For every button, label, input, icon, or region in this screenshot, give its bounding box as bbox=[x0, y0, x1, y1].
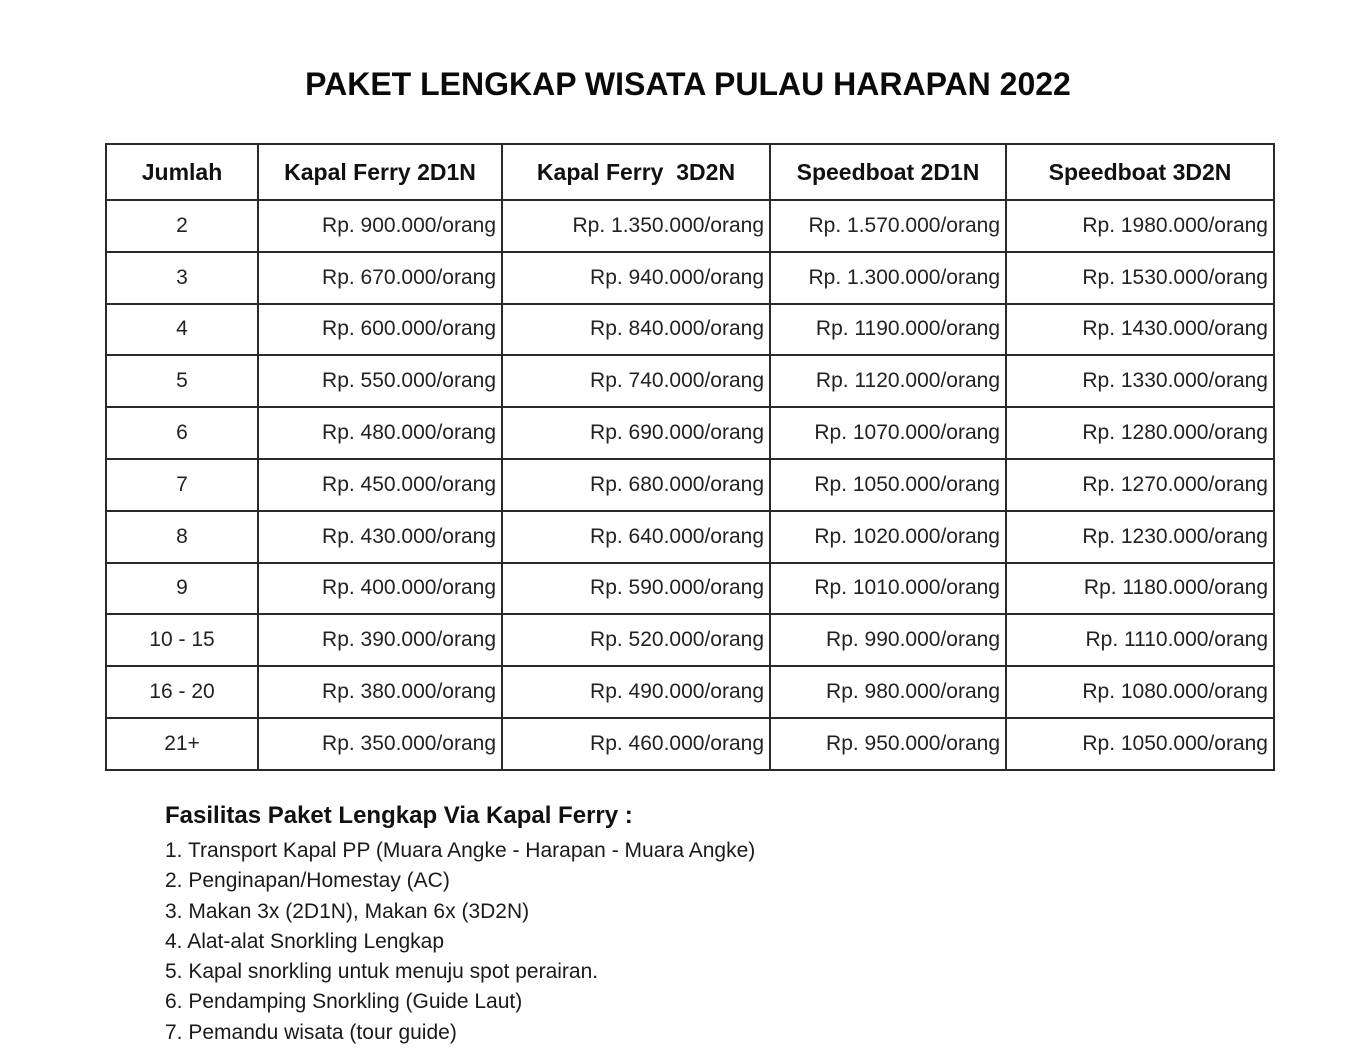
cell-jumlah: 4 bbox=[106, 304, 258, 356]
cell-jumlah: 16 - 20 bbox=[106, 666, 258, 718]
cell-price: Rp. 1120.000/orang bbox=[770, 355, 1006, 407]
cell-price: Rp. 990.000/orang bbox=[770, 614, 1006, 666]
facility-item: 4. Alat-alat Snorkling Lengkap bbox=[165, 929, 445, 953]
cell-price: Rp. 950.000/orang bbox=[770, 718, 1006, 770]
table-row bbox=[106, 614, 1274, 666]
cell-price: Rp. 1070.000/orang bbox=[770, 407, 1006, 459]
price-table bbox=[105, 143, 1275, 771]
cell-price: Rp. 450.000/orang bbox=[258, 459, 502, 511]
cell-price: Rp. 590.000/orang bbox=[502, 563, 770, 615]
cell-price: Rp. 600.000/orang bbox=[258, 304, 502, 356]
cell-price: Rp. 1190.000/orang bbox=[770, 304, 1006, 356]
cell-jumlah: 10 - 15 bbox=[106, 614, 258, 666]
cell-price: Rp. 840.000/orang bbox=[502, 304, 770, 356]
cell-price: Rp. 550.000/orang bbox=[258, 355, 502, 407]
cell-price: Rp. 1020.000/orang bbox=[770, 511, 1006, 563]
cell-jumlah: 7 bbox=[106, 459, 258, 511]
table-row bbox=[106, 718, 1274, 770]
cell-price: Rp. 350.000/orang bbox=[258, 718, 502, 770]
cell-jumlah: 2 bbox=[106, 200, 258, 252]
cell-price: Rp. 1230.000/orang bbox=[1006, 511, 1274, 563]
cell-jumlah: 5 bbox=[106, 355, 258, 407]
cell-price: Rp. 1530.000/orang bbox=[1006, 252, 1274, 304]
facility-item: 1. Transport Kapal PP (Muara Angke - Harapan - Muara Angke) bbox=[165, 839, 756, 862]
cell-price: Rp. 900.000/orang bbox=[258, 200, 502, 252]
table-row bbox=[106, 200, 1274, 252]
facility-item: 5. Kapal snorkling untuk menuju spot perairan. bbox=[165, 960, 599, 984]
cell-price: Rp. 1050.000/orang bbox=[770, 459, 1006, 511]
cell-price: Rp. 980.000/orang bbox=[770, 666, 1006, 718]
cell-price: Rp. 1.350.000/orang bbox=[502, 200, 770, 252]
cell-price: Rp. 690.000/orang bbox=[502, 407, 770, 459]
table-row bbox=[106, 511, 1274, 563]
cell-price: Rp. 460.000/orang bbox=[502, 718, 770, 770]
cell-price: Rp. 380.000/orang bbox=[258, 666, 502, 718]
cell-price: Rp. 400.000/orang bbox=[258, 563, 502, 615]
cell-jumlah: 6 bbox=[106, 407, 258, 459]
facility-item: 7. Pemandu wisata (tour guide) bbox=[165, 1020, 457, 1044]
facility-item: 3. Makan 3x (2D1N), Makan 6x (3D2N) bbox=[165, 899, 530, 923]
header-ferry-3d2n: Kapal Ferry 3D2N bbox=[502, 144, 770, 200]
cell-jumlah: 9 bbox=[106, 563, 258, 615]
page-title: PAKET LENGKAP WISATA PULAU HARAPAN 2022 bbox=[305, 66, 1071, 102]
cell-price: Rp. 1180.000/orang bbox=[1006, 563, 1274, 615]
cell-jumlah: 3 bbox=[106, 252, 258, 304]
table-row bbox=[106, 563, 1274, 615]
facility-item: 6. Pendamping Snorkling (Guide Laut) bbox=[165, 990, 523, 1014]
cell-price: Rp. 1270.000/orang bbox=[1006, 459, 1274, 511]
cell-price: Rp. 1080.000/orang bbox=[1006, 666, 1274, 718]
header-speedboat-3d2n: Speedboat 3D2N bbox=[1006, 144, 1274, 200]
cell-price: Rp. 430.000/orang bbox=[258, 511, 502, 563]
cell-price: Rp. 1010.000/orang bbox=[770, 563, 1006, 615]
cell-price: Rp. 1.300.000/orang bbox=[770, 252, 1006, 304]
header-jumlah: Jumlah bbox=[106, 144, 258, 200]
cell-jumlah: 8 bbox=[106, 511, 258, 563]
cell-price: Rp. 1330.000/orang bbox=[1006, 355, 1274, 407]
facilities-list bbox=[165, 836, 755, 1048]
cell-jumlah: 21+ bbox=[106, 718, 258, 770]
cell-price: Rp. 390.000/orang bbox=[258, 614, 502, 666]
table-row bbox=[106, 666, 1274, 718]
cell-price: Rp. 520.000/orang bbox=[502, 614, 770, 666]
table-row bbox=[106, 355, 1274, 407]
cell-price: Rp. 1050.000/orang bbox=[1006, 718, 1274, 770]
cell-price: Rp. 1280.000/orang bbox=[1006, 407, 1274, 459]
table-row bbox=[106, 252, 1274, 304]
cell-price: Rp. 1430.000/orang bbox=[1006, 304, 1274, 356]
cell-price: Rp. 640.000/orang bbox=[502, 511, 770, 563]
cell-price: Rp. 1.570.000/orang bbox=[770, 200, 1006, 252]
cell-price: Rp. 740.000/orang bbox=[502, 355, 770, 407]
cell-price: Rp. 1110.000/orang bbox=[1006, 614, 1274, 666]
cell-price: Rp. 490.000/orang bbox=[502, 666, 770, 718]
cell-price: Rp. 480.000/orang bbox=[258, 407, 502, 459]
table-header-row bbox=[106, 144, 1274, 200]
facilities-title: Fasilitas Paket Lengkap Via Kapal Ferry : bbox=[165, 802, 633, 829]
cell-price: Rp. 940.000/orang bbox=[502, 252, 770, 304]
facility-item: 2. Penginapan/Homestay (AC) bbox=[165, 869, 450, 893]
header-ferry-2d1n: Kapal Ferry 2D1N bbox=[258, 144, 502, 200]
table-row bbox=[106, 407, 1274, 459]
cell-price: Rp. 670.000/orang bbox=[258, 252, 502, 304]
cell-price: Rp. 680.000/orang bbox=[502, 459, 770, 511]
facilities-section bbox=[165, 800, 755, 1048]
table-row bbox=[106, 459, 1274, 511]
header-speedboat-2d1n: Speedboat 2D1N bbox=[770, 144, 1006, 200]
cell-price: Rp. 1980.000/orang bbox=[1006, 200, 1274, 252]
table-row bbox=[106, 304, 1274, 356]
